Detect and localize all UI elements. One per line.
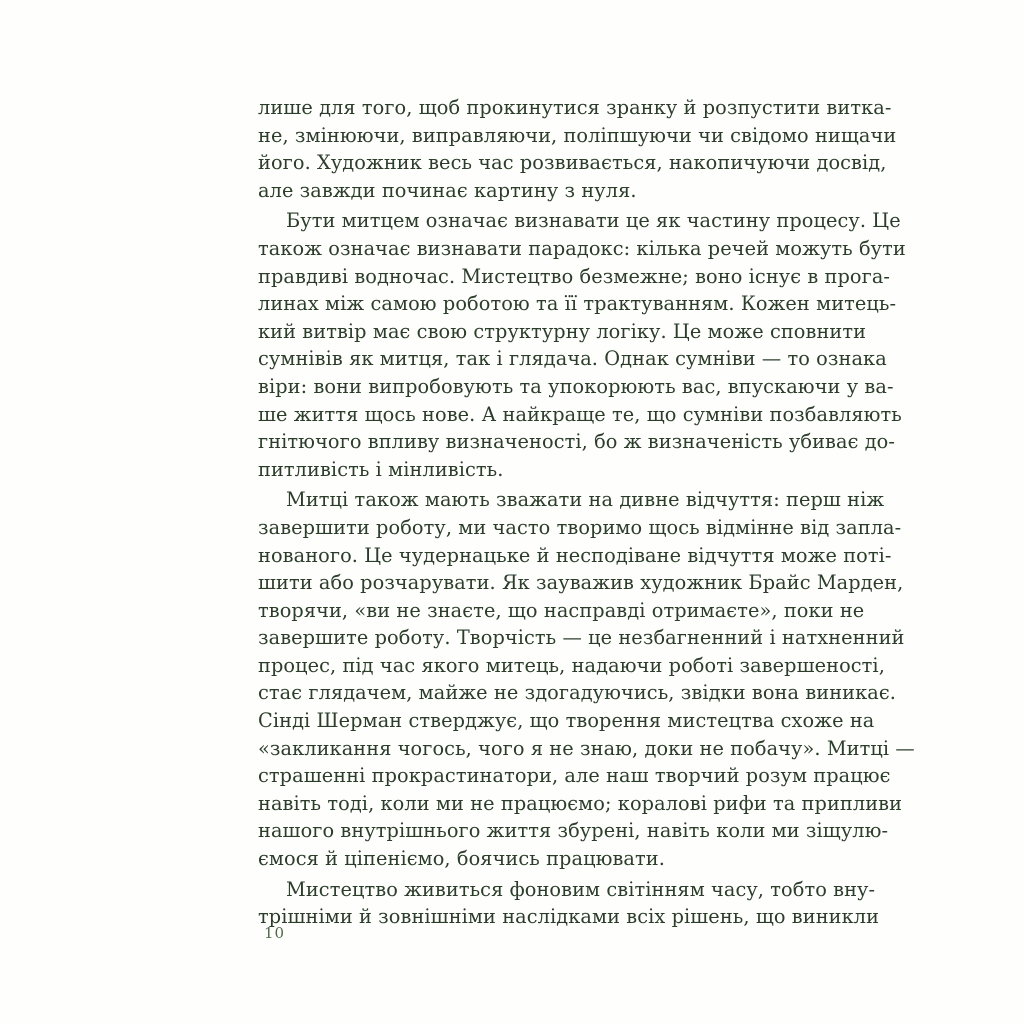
text-line: правдиві водночас. Мистецтво безмежне; воно існує в прога-	[258, 264, 891, 288]
text-line: але завжди починає картину з нуля.	[258, 178, 637, 202]
text-line: сумнівів як митця, так і глядача. Однак сумніви — то ознака	[258, 347, 887, 371]
text-line: завершити роботу, ми часто творимо щось відмінне від запла-	[258, 515, 902, 539]
text-line: навіть тоді, коли ми не працюємо; коралові рифи та припливи	[258, 791, 903, 815]
text-line: шити або розчарувати. Як зауважив художник Брайс Марден,	[258, 571, 904, 595]
text-line: Бути митцем означає визнавати це як частину процесу. Це	[286, 209, 901, 233]
text-line: творячи, «ви не знаєте, що насправді отримаєте», поки не	[258, 598, 865, 622]
text-line: страшенні прокрастинатори, але наш творчий розум працює	[258, 764, 891, 788]
text-line: ше життя щось нове. А найкраще те, що сумніви позбавляють	[258, 402, 902, 426]
paragraph	[258, 94, 897, 204]
text-line: не, змінюючи, виправляючи, поліпшуючи чи свідомо нищачи	[258, 123, 897, 147]
text-line: ємося й ціпеніємо, боячись працювати.	[258, 847, 665, 871]
paragraph	[258, 207, 906, 483]
body-text	[258, 94, 915, 931]
paragraph	[258, 876, 880, 931]
text-line: нашого внутрішнього життя збурені, навіть коли ми зіщулю-	[258, 819, 889, 843]
text-line: процес, під час якого митець, надаючи роботі завершеності,	[258, 653, 885, 677]
text-line: завершите роботу. Творчість — це незбагненний і натхненний	[258, 626, 905, 650]
text-line: віри: вони випробовують та упокорюють вас, впускаючи у ва-	[258, 374, 894, 398]
text-line: Митці також мають зважати на дивне відчуття: перш ніж	[286, 488, 885, 512]
paragraph	[258, 486, 915, 872]
text-line: Сінді Шерман стверджує, що творення мистецтва схоже на	[258, 709, 875, 733]
text-line: трішніми й зовнішніми наслідками всіх рішень, що виникли	[258, 905, 880, 929]
text-line: також означає визнавати парадокс: кілька речей можуть бути	[258, 236, 906, 260]
page-number: 10	[264, 924, 286, 942]
text-line: гнітючого впливу визначеності, бо ж визначеність убиває до-	[258, 430, 896, 454]
text-line: линах між самою роботою та її трактуванням. Кожен митець-	[258, 292, 897, 316]
text-line: нованого. Це чудернацьке й несподіване відчуття може поті-	[258, 543, 892, 567]
text-line: лише для того, щоб прокинутися зранку й розпустити витка-	[258, 96, 892, 119]
text-line: «закликання чогось, чого я не знаю, доки не побачу». Митці —	[258, 736, 915, 760]
text-line: кий витвір має свою структурну логіку. Це може сповнити	[258, 319, 867, 343]
text-line: питливість і мінливість.	[258, 457, 504, 481]
text-line: його. Художник весь час розвивається, накопичуючи досвід,	[258, 151, 887, 175]
text-line: стає глядачем, майже не здогадуючись, звідки вона виникає.	[258, 681, 897, 705]
text-line: Мистецтво живиться фоновим світінням часу, тобто вну-	[286, 877, 876, 901]
